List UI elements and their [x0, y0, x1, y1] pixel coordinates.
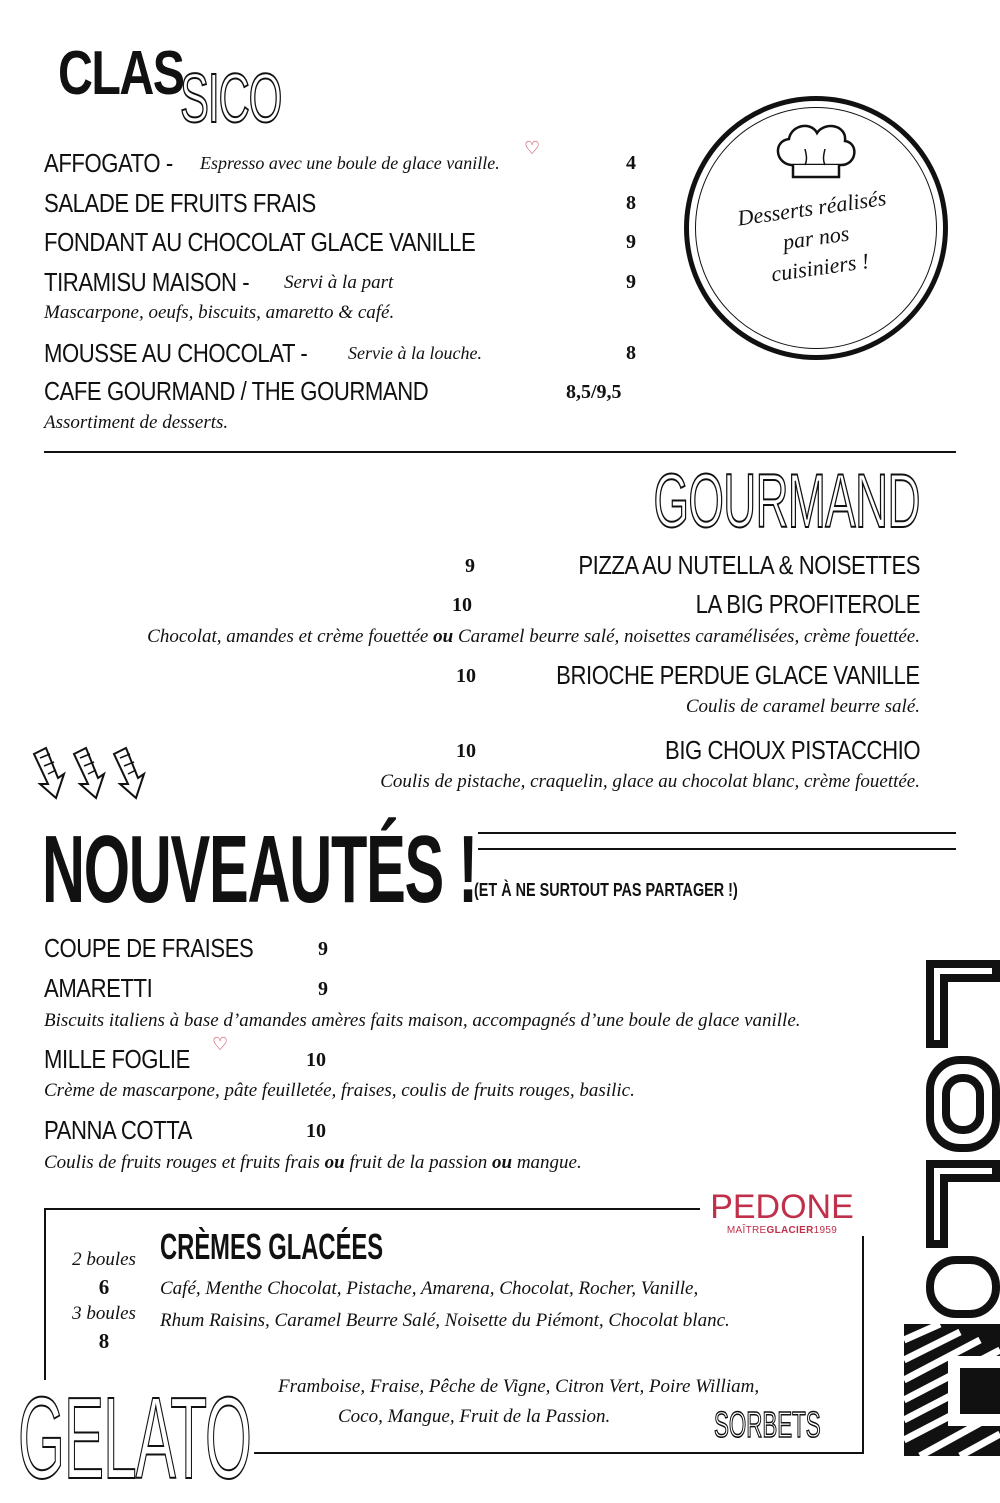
pedone-wordmark: PEDONE — [710, 1188, 854, 1226]
sorbets-title: SORBETS — [714, 1404, 821, 1445]
pedone-tagline: MAÎTREGLACIER1959 — [726, 1225, 838, 1236]
classico-item-price: 8 — [626, 192, 636, 214]
two-scoops-price: 6 — [98, 1275, 110, 1299]
classico-item-name: CAFE GOURMAND / THE GOURMAND — [44, 376, 429, 406]
classico-item-price: 9 — [626, 271, 636, 293]
sorbets-line-1: Framboise, Fraise, Pêche de Vigne, Citron Vert, Poire William, — [278, 1376, 760, 1397]
section-divider — [44, 451, 956, 453]
nouveautes-item-name: COUPE DE FRAISES — [44, 933, 254, 963]
heart-icon: ♡ — [212, 1034, 229, 1054]
two-scoops-label: 2 boules — [72, 1249, 136, 1270]
gourmand-item-sub: Coulis de pistache, craquelin, glace au chocolat blanc, crème fouettée. — [380, 771, 920, 792]
classico-item-sub: Mascarpone, oeufs, biscuits, amaretto & café. — [44, 302, 395, 323]
classico-item-price: 9 — [626, 231, 636, 253]
classico-title-part-a: CLAS — [58, 39, 184, 108]
nouveautes-rule-1 — [478, 832, 956, 834]
nouveautes-rule-2 — [478, 848, 956, 850]
three-scoops-price: 8 — [98, 1329, 110, 1353]
cremes-glacees-line-2: Rhum Raisins, Caramel Beurre Salé, Noisette du Piémont, Chocolat blanc. — [160, 1310, 730, 1331]
pedone-logo — [700, 1188, 864, 1236]
gourmand-item-price: 10 — [456, 740, 476, 762]
vertical-brand-graphic — [900, 960, 1000, 1460]
nouveautes-item-sub: Biscuits italiens à base d’amandes amères faits maison, accompagnés d’une boule de glace vanille. — [44, 1010, 801, 1031]
classico-item-price: 8 — [626, 342, 636, 364]
cremes-glacees-title: CRÈMES GLACÉES — [160, 1226, 384, 1267]
scoop-prices — [56, 1248, 152, 1356]
classico-item-price: 4 — [626, 152, 636, 174]
nouveautes-item-price: 10 — [306, 1049, 326, 1071]
nouveautes-title: NOUVEAUTÉS ! — [42, 816, 477, 923]
badge-line-2: par nos — [781, 220, 851, 255]
classico-item-desc: Espresso avec une boule de glace vanille. — [200, 153, 500, 173]
three-scoops-label: 3 boules — [72, 1303, 136, 1324]
classico-title — [58, 38, 318, 138]
nouveautes-item-price: 9 — [318, 978, 328, 1000]
nouveautes-item-sub: Crème de mascarpone, pâte feuilletée, fraises, coulis de fruits rouges, basilic. — [44, 1080, 635, 1101]
gourmand-item-price: 9 — [465, 555, 475, 577]
classico-item-price: 8,5/9,5 — [566, 381, 622, 403]
nouveautes-item-price: 9 — [318, 938, 328, 960]
cremes-glacees-line-1: Café, Menthe Chocolat, Pistache, Amarena, Chocolat, Rocher, Vanille, — [160, 1278, 699, 1299]
gourmand-item-name: BRIOCHE PERDUE GLACE VANILLE — [556, 660, 920, 690]
arrows-down-icon — [28, 746, 148, 804]
badge-line-3: cuisiniers ! — [769, 247, 871, 287]
nouveautes-item-name: AMARETTI — [44, 973, 153, 1003]
classico-item-name: MOUSSE AU CHOCOLAT - — [44, 338, 308, 368]
gourmand-item-sub: Chocolat, amandes et crème fouettée ou Caramel beurre salé, noisettes caramélisées, crème fouettée. — [147, 626, 920, 647]
classico-item-sub: Assortiment de desserts. — [44, 412, 229, 433]
gourmand-item-name: LA BIG PROFITEROLE — [695, 589, 920, 619]
chef-hat-icon — [769, 119, 861, 181]
gourmand-item-price: 10 — [456, 665, 476, 687]
classico-title-part-b: SICO — [180, 59, 282, 137]
badge-line-1: Desserts réalisés — [735, 185, 888, 231]
nouveautes-item-name: PANNA COTTA — [44, 1115, 193, 1145]
nouveautes-item-sub: Coulis de fruits rouges et fruits frais ou fruit de la passion ou mangue. — [44, 1152, 582, 1173]
heart-icon: ♡ — [524, 138, 541, 158]
nouveautes-item-price: 10 — [306, 1120, 326, 1142]
gourmand-item-sub: Coulis de caramel beurre salé. — [685, 696, 920, 717]
gelato-word: GELATO — [18, 1380, 254, 1496]
gourmand-item-name: BIG CHOUX PISTACCHIO — [664, 735, 920, 765]
gourmand-item-name: PIZZA AU NUTELLA & NOISETTES — [578, 550, 920, 580]
classico-item-name: TIRAMISU MAISON - — [44, 267, 250, 297]
gourmand-title: GOURMAND — [653, 459, 920, 544]
nouveautes-subtitle: (ET À NE SURTOUT PAS PARTAGER !) — [474, 880, 738, 900]
gourmand-item-price: 10 — [452, 594, 472, 616]
classico-item-name: SALADE DE FRUITS FRAIS — [44, 188, 316, 218]
nouveautes-item-name: MILLE FOGLIE — [44, 1044, 190, 1074]
sorbets-line-2: Coco, Mangue, Fruit de la Passion. — [338, 1406, 611, 1427]
classico-item-name: AFFOGATO - — [44, 148, 173, 178]
desserts-badge — [684, 96, 948, 360]
classico-item-name: FONDANT AU CHOCOLAT GLACE VANILLE — [44, 227, 476, 257]
classico-item-desc: Servi à la part — [284, 272, 394, 293]
classico-item-desc: Servie à la louche. — [348, 343, 482, 363]
